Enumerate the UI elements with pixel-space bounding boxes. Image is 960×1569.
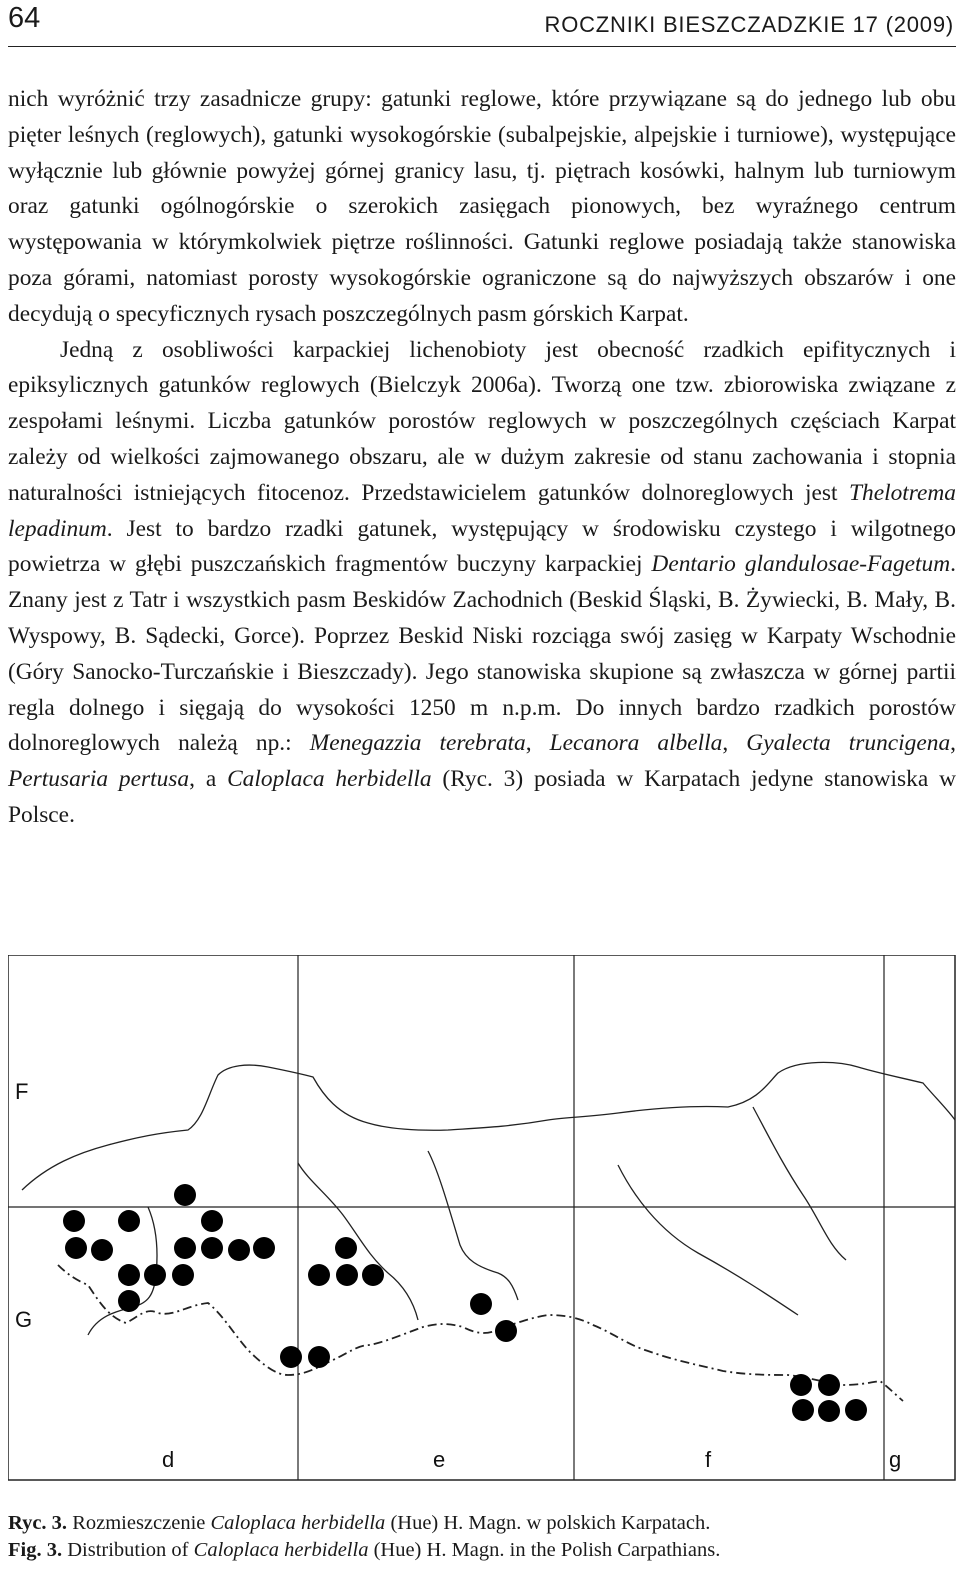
col-label-e: e <box>433 1447 446 1472</box>
occurrence-dot <box>228 1239 250 1261</box>
map-svg <box>8 955 958 1482</box>
occurrence-dot <box>174 1237 196 1259</box>
paragraph-2-text-a: Jedną z osobliwości karpackiej lichenobioty jest obecność rzadkich epifitycznych i epiksylicznych gatunków reglowych (Bielczyk 2006a). Tworzą one tzw. zbiorowiska związane z zespołami leśnymi. Liczba gatunków porostów reglowych w poszczególnych częściach Karpat zależy od wielkości zajmowanego obszaru, ale w dużym zakresie od stanu zachowania i stopnia naturalności istniejących fitocenoz. Przedstawicielem gatunków dolnoreglowych jest <box>8 336 956 506</box>
caption-label: Fig. 3. <box>8 1539 63 1561</box>
caption-species: Caloplaca herbidella <box>193 1539 369 1561</box>
page-number: 64 <box>8 2 41 34</box>
occurrence-dot <box>201 1237 223 1259</box>
occurrence-dot <box>174 1184 196 1206</box>
separator: , <box>722 730 747 757</box>
paragraph-2-text-c: . Znany jest z Tatr i wszystkich pasm Beskidów Zachodnich (Beskid Śląski, B. Żywiecki, B. Mały, B. Wyspowy, B. Sądecki, Gorce). Poprzez Beskid Niski rozciąga swój zasięg w Karpaty Wschodnie (Góry Sanocko-Turczańskie i Bieszczady). Jego stanowiska skupione są zwłaszcza w górnej partii regla dolnego i sięgają do wysokości 1250 m n.p.m. Do innych bardzo rzadkich porostów dolnoreglowych należą np.: <box>8 551 956 757</box>
caption-text: (Hue) H. Magn. in the Polish Carpathians. <box>368 1539 721 1561</box>
occurrence-dot <box>118 1210 140 1232</box>
occurrence-dot <box>470 1293 492 1315</box>
paragraph-2-text-b: . Jest to bardzo rzadki gatunek, występujący w środowisku czystego i wilgotnego powietrza w głębi puszczańskich fragmentów buczyny karpackiej <box>8 515 956 578</box>
occurrence-dot <box>118 1264 140 1286</box>
row-label-f: F <box>15 1079 29 1104</box>
col-label-f: f <box>705 1447 712 1472</box>
paragraph-2-text-e: (Ryc. 3) posiada w Karpatach jedyne stanowiska w Polsce. <box>8 766 956 828</box>
occurrence-dot <box>253 1237 275 1259</box>
species-gyalecta: Gyalecta truncigena <box>746 730 951 757</box>
occurrence-dot <box>172 1264 194 1286</box>
species-lecanora: Lecanora albella <box>549 730 723 757</box>
caption-english <box>8 1537 956 1563</box>
species-menegazzia: Menegazzia terebrata <box>309 730 526 757</box>
occurrence-dot <box>91 1239 113 1261</box>
occurrence-dot <box>818 1374 840 1396</box>
distribution-map <box>8 955 958 1482</box>
occurrence-dot <box>280 1346 302 1368</box>
paragraph-1 <box>8 82 956 333</box>
row-label-g: G <box>15 1307 33 1332</box>
occurrence-dot <box>144 1264 166 1286</box>
paragraph-1-text: nich wyróżnić trzy zasadnicze grupy: gatunki reglowe, które przywiązane są do jednego lub obu pięter leśnych (reglowych), gatunki wysokogórskie (subalpejskie, alpejskie i turniowe), występujące wyłącznie lub głównie powyżej górnej granicy lasu, tj. piętrach kosówki, halnym lub turniowym oraz gatunki ogólnogórskie o szerokich zasięgach pionowych, bez wyraźnego centrum występowania w którymkolwiek piętrze roślinności. Gatunki reglowe posiadają także stanowiska poza górami, natomiast porosty wysokogórskie ograniczone są do najwyższych obszarów i one decydują o specyficznych rysach poszczególnych pasm górskich Karpat. <box>8 86 956 327</box>
caption-species: Caloplaca herbidella <box>210 1512 386 1534</box>
occurrence-dot <box>790 1374 812 1396</box>
species-pertusaria: Pertusaria pertusa <box>8 766 190 793</box>
occurrence-dot <box>818 1400 840 1422</box>
separator: , <box>950 730 957 757</box>
occurrence-dot <box>308 1346 330 1368</box>
running-header <box>8 0 956 47</box>
caption-text: Distribution of <box>62 1539 194 1561</box>
species-caloplaca: Caloplaca herbidella <box>227 766 432 793</box>
caption-text: (Hue) H. Magn. w polskich Karpatach. <box>385 1512 711 1534</box>
association-dentario: Dentario glandulosae-Fagetum <box>651 551 951 578</box>
river-central <box>298 1163 418 1320</box>
map-frame <box>8 955 955 1480</box>
occurrence-dot <box>201 1210 223 1232</box>
journal-title: ROCZNIKI BIESZCZADZKIE 17 (2009) <box>544 12 954 37</box>
occurrence-dot <box>118 1290 140 1312</box>
col-label-g: g <box>889 1447 902 1472</box>
caption-polish <box>8 1510 956 1536</box>
river-upper <box>22 1062 955 1190</box>
occurrence-dot <box>335 1237 357 1259</box>
occurrence-dot <box>362 1264 384 1286</box>
occurrence-dot <box>63 1210 85 1232</box>
river-middle <box>428 1151 518 1300</box>
occurrence-dot <box>336 1264 358 1286</box>
occurrence-dot <box>308 1264 330 1286</box>
occurrence-dot <box>65 1237 87 1259</box>
body-text <box>8 82 956 834</box>
caption-label: Ryc. 3. <box>8 1512 68 1534</box>
separator: , <box>525 730 550 757</box>
river-east-2 <box>753 1107 846 1260</box>
col-label-d: d <box>162 1447 175 1472</box>
occurrence-dots <box>63 1184 867 1422</box>
paragraph-2 <box>8 333 956 834</box>
paragraph-2-text-d: , a <box>189 766 228 793</box>
river-east <box>618 1165 798 1315</box>
occurrence-dot <box>845 1399 867 1421</box>
species-thelotrema: Thelotrema lepadinum <box>8 479 956 542</box>
caption-text: Rozmieszczenie <box>67 1512 211 1534</box>
occurrence-dot <box>495 1320 517 1342</box>
occurrence-dot <box>792 1399 814 1421</box>
